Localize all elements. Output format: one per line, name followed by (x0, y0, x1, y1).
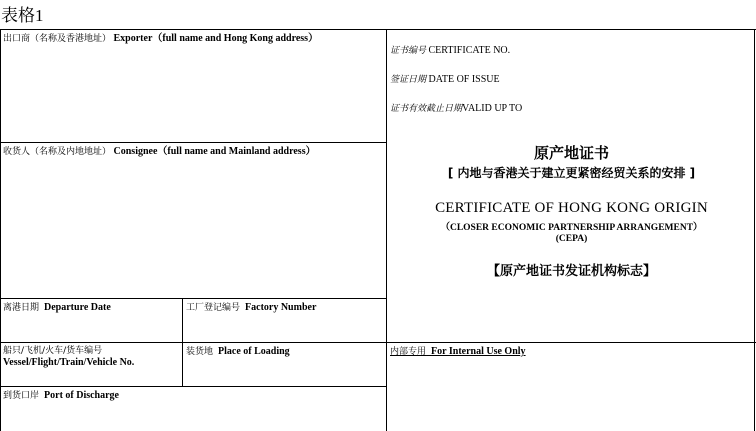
vessel-label-en: Vessel/Flight/Train/Vehicle No. (3, 357, 135, 368)
exporter-label-cn: 出口商（名称及香港地址） (3, 34, 112, 44)
valid-up-to-cn: 证书有效截止日期 (390, 104, 463, 114)
consignee-label-en: Consignee（full name and Mainland address） (113, 146, 316, 157)
row-divider-departure (0, 298, 386, 299)
issuing-authority-mark: 【原产地证书发证机构标志】 (486, 264, 656, 279)
place-of-loading-label-cn: 装货地 (186, 347, 214, 357)
internal-use-label-cn: 内部专用 (390, 347, 427, 357)
left-border (0, 29, 1, 431)
date-of-issue-field (390, 74, 500, 86)
valid-up-to-field (390, 103, 522, 115)
internal-use-label-en: For Internal Use Only (431, 346, 526, 357)
date-of-issue-en: DATE OF ISSUE (428, 74, 500, 85)
certificate-no-cn: 证书编号 (390, 46, 427, 56)
certificate-subtitle-cn: [ 内地与香港关于建立更紧密经贸关系的安排 ] (447, 166, 696, 180)
port-of-discharge-label-cn: 到货口岸 (3, 391, 40, 401)
certificate-title-cn: 原产地证书 (533, 144, 609, 162)
certificate-subtitle-en: （CLOSER ECONOMIC PARTNERSHIP ARRANGEMENT） (440, 223, 703, 233)
row-divider-vessel (0, 342, 756, 343)
port-of-discharge-label-en: Port of Discharge (44, 390, 119, 401)
departure-date-label-cn: 离港日期 (3, 303, 40, 313)
factory-number-label-cn: 工厂登记编号 (186, 303, 241, 313)
certificate-abbrev: (CEPA) (555, 234, 588, 244)
date-of-issue-cn: 签证日期 (390, 75, 427, 85)
vessel-label-cn: 船只/飞机/火车/货车编号 (3, 346, 103, 356)
exporter-label (3, 33, 318, 45)
place-of-loading-label (186, 346, 290, 358)
vessel-label (3, 345, 134, 369)
consignee-label-cn: 收货人（名称及内地地址） (3, 147, 112, 157)
departure-date-label-en: Departure Date (44, 302, 111, 313)
factory-number-label-en: Factory Number (245, 302, 317, 313)
certificate-no-en: CERTIFICATE NO. (428, 45, 511, 56)
row-divider-discharge (0, 386, 386, 387)
column-divider-left (182, 298, 183, 387)
valid-up-to-en: VALID UP TO (462, 103, 523, 114)
exporter-label-en: Exporter（full name and Hong Kong address） (113, 33, 319, 44)
certificate-title-en: CERTIFICATE OF HONG KONG ORIGIN (435, 200, 708, 216)
row-divider-consignee (0, 142, 386, 143)
top-border (0, 29, 756, 30)
factory-number-label (186, 302, 316, 314)
departure-date-label (3, 302, 111, 314)
form-number-label: 表格1 (1, 6, 44, 25)
place-of-loading-label-en: Place of Loading (218, 346, 290, 357)
consignee-label (3, 146, 316, 158)
port-of-discharge-label (3, 390, 119, 402)
certificate-no-field (390, 45, 510, 57)
internal-use-label (390, 346, 526, 358)
certificate-form (0, 29, 756, 431)
